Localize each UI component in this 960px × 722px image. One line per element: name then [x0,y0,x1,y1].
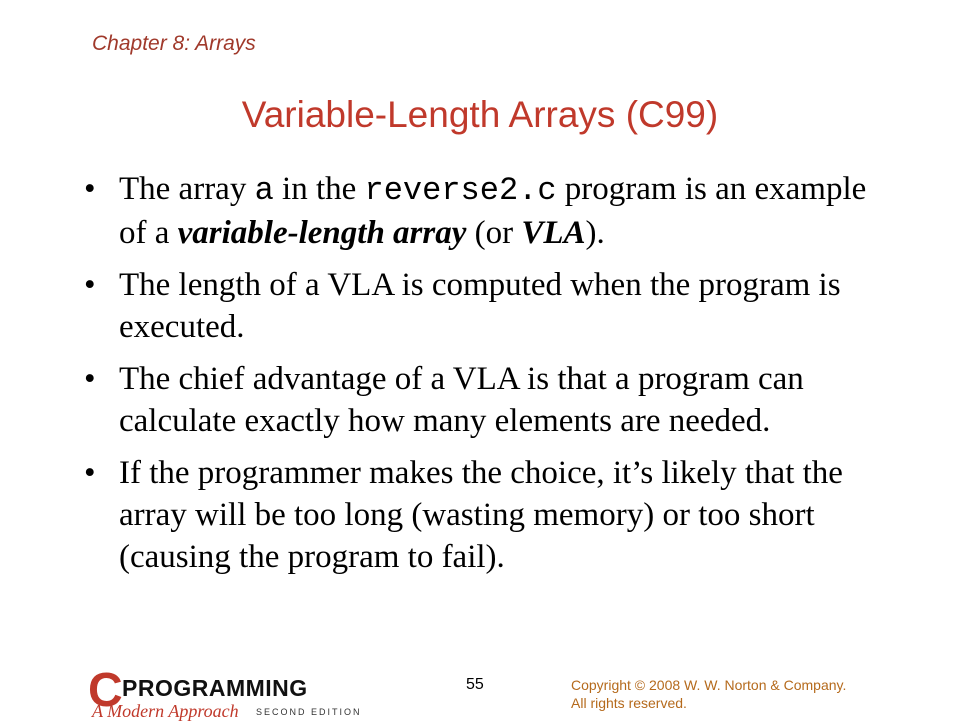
bullet-item: • If the programmer makes the choice, it’s likely that the array will be too long (wasting memory) or too short (causing the program to fail). [84,452,884,578]
copyright-line: Copyright © 2008 W. W. Norton & Company. [571,677,847,693]
code-term: a [254,172,274,209]
bullet-item [84,168,884,254]
chapter-label: Chapter 8: Arrays [92,32,256,55]
bullet-text: (or [466,215,522,251]
book-logo [88,664,368,721]
copyright-notice [571,676,901,712]
code-term: reverse2.c [364,172,557,209]
emphasis-term: VLA [521,215,586,251]
slide-title: Variable-Length Arrays (C99) [241,94,719,135]
bullet-item: • The chief advantage of a VLA is that a program can calculate exactly how many elements are needed. [84,358,884,442]
copyright-line: All rights reserved. [571,695,687,711]
logo-edition: SECOND EDITION [256,707,362,717]
bullet-text: The array [119,171,255,207]
bullet-text: in the [273,171,365,207]
bullet-text: ). [585,215,605,251]
emphasis-term: variable-length array [177,215,467,251]
bullet-text: program is an example of a [119,171,867,251]
bullet-list [84,168,884,588]
logo-c-letter: C [88,664,123,717]
logo-wordmark: PROGRAMMING [122,675,308,701]
bullet-item: • The length of a VLA is computed when the program is executed. [84,264,884,348]
logo-subtitle: A Modern Approach [92,701,239,721]
page-number: 55 [466,676,484,693]
